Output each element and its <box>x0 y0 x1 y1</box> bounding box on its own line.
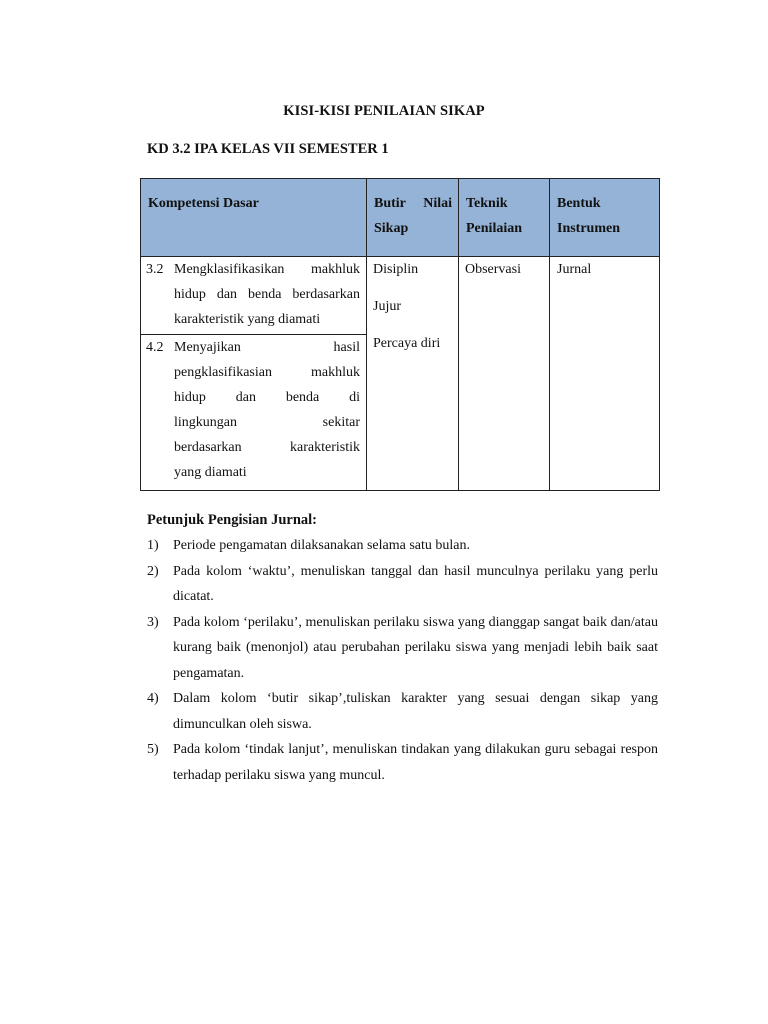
nilai-item: Jujur <box>373 299 401 314</box>
kd-line: hidup dan benda berdasarkan <box>174 287 360 302</box>
item-number: 1) <box>147 538 159 553</box>
petunjuk-list <box>147 533 658 788</box>
petunjuk-title: Petunjuk Pengisian Jurnal: <box>147 512 317 528</box>
item-number: 2) <box>147 563 159 579</box>
teknik-penilaian-cell: Observasi <box>459 257 550 491</box>
item-text: Dalam kolom ‘butir sikap’,tuliskan karakter yang sesuai dengan sikap yang dimunculkan oleh siswa. <box>173 691 658 732</box>
kd-line: lingkungan sekitar <box>174 415 360 430</box>
header-teknik-penilaian: Teknik Penilaian <box>459 179 550 257</box>
kompetensi-dasar-cell <box>141 257 367 491</box>
kd-item-3-2 <box>141 257 366 335</box>
kd-line: Menyajikan hasil <box>174 340 360 355</box>
nilai-item: Percaya diri <box>373 336 441 351</box>
kd-line: pengklasifikasian makhluk <box>174 365 360 380</box>
list-item <box>147 533 658 559</box>
item-number: 4) <box>147 691 159 706</box>
kd-text <box>174 257 360 332</box>
butir-nilai-list <box>373 257 452 356</box>
kd-text <box>174 335 360 485</box>
item-text: Pada kolom ‘waktu’, menuliskan tanggal dan hasil munculnya perilaku yang perlu dicatat. <box>173 563 658 604</box>
kd-line: yang diamati <box>174 465 247 480</box>
petunjuk-section <box>147 509 658 788</box>
list-item <box>147 686 658 737</box>
list-item <box>147 737 658 788</box>
item-text: Pada kolom ‘tindak lanjut’, menuliskan tindakan yang dilakukan guru sebagai respon terhadap perilaku siswa yang muncul. <box>173 742 658 783</box>
kisi-kisi-table <box>140 178 660 491</box>
table-row <box>141 257 660 491</box>
item-number: 5) <box>147 742 159 757</box>
bentuk-instrumen-cell: Jurnal <box>550 257 660 491</box>
kd-line: hidup dan benda di <box>174 390 360 405</box>
nilai-item: Disiplin <box>373 262 419 277</box>
item-text: Periode pengamatan dilaksanakan selama satu bulan. <box>173 538 471 553</box>
header-butir-nilai-sikap: Butir Nilai Sikap <box>367 179 459 257</box>
butir-nilai-cell <box>367 257 459 491</box>
header-bentuk-instrumen: Bentuk Instrumen <box>550 179 660 257</box>
list-item <box>147 610 658 687</box>
item-text: Pada kolom ‘perilaku’, menuliskan perilaku siswa yang dianggap sangat baik dan/atau kurang baik (menonjol) atau perubahan perilaku siswa yang menjadi lebih baik saat pengamatan. <box>173 614 658 681</box>
header-kompetensi-dasar: Kompetensi Dasar <box>141 179 367 257</box>
document-subtitle: KD 3.2 IPA KELAS VII SEMESTER 1 <box>147 141 389 157</box>
kd-item-4-2 <box>141 335 366 490</box>
document-title: KISI-KISI PENILAIAN SIKAP <box>283 103 485 119</box>
list-item <box>147 559 658 610</box>
kd-line: berdasarkan karakteristik <box>174 440 360 455</box>
table-header-row <box>141 179 660 257</box>
kd-number: 3.2 <box>146 262 164 277</box>
kd-line: Mengklasifikasikan makhluk <box>174 262 360 277</box>
kd-number: 4.2 <box>146 340 164 355</box>
item-number: 3) <box>147 614 159 630</box>
kd-line: karakteristik yang diamati <box>174 312 321 327</box>
